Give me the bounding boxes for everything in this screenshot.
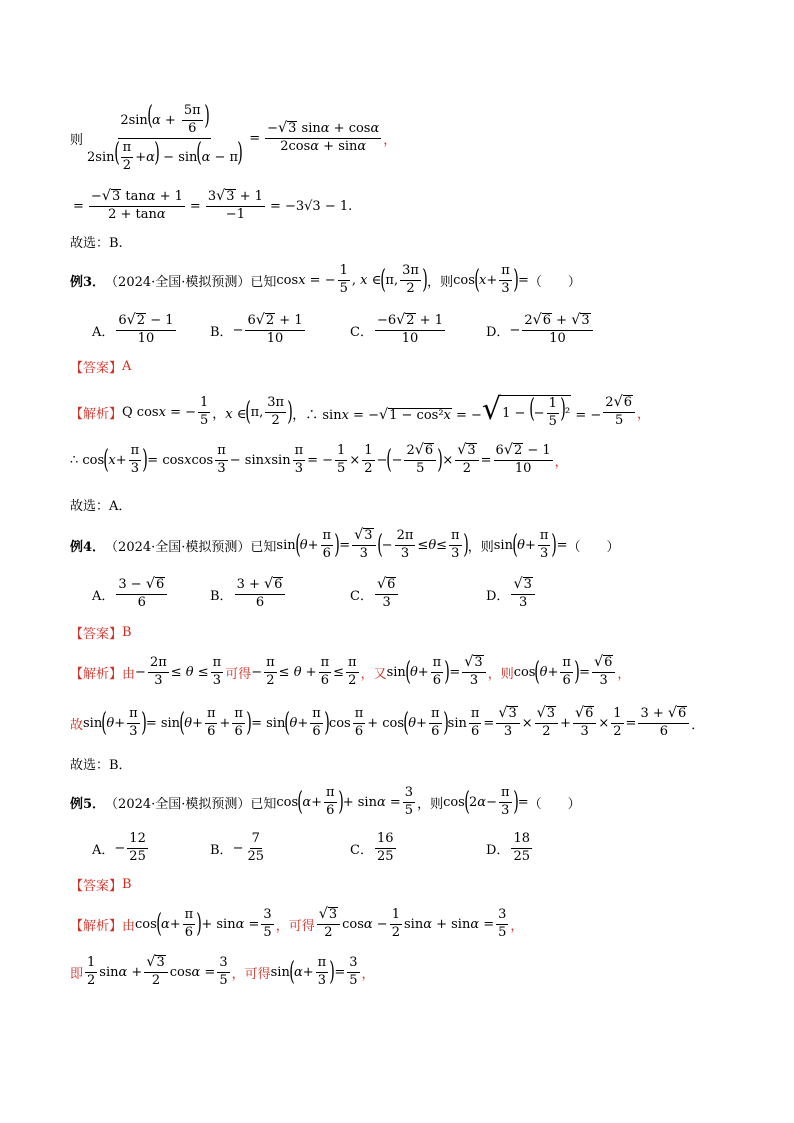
- ex5-ask: ，则: [417, 796, 444, 812]
- ex3-source: （2024·全国·模拟预测）已知: [105, 274, 277, 290]
- ex5-analysis-label: 【解析】: [70, 918, 123, 934]
- ex5-option-a: A． − $\frac{12}{25}$: [92, 830, 146, 864]
- ex4-options: [0, 576, 794, 612]
- ex4-analysis-1: 【解析】 由 − $\frac{2\pi}{3}$ ≤ θ ≤ $\frac{\pi}{3}$ 可得 − $\frac{\pi}{2}$ ≤ θ + $\frac{\pi}{6}$ ≤ $\frac{\pi}{2}$ ，又 sin ( θ + $\frac{\pi}{6}$ ) = √ 3 3 ，则 cos ( θ + $\frac{\pi}{6}$ ) = √ 6 3 ，: [70, 654, 631, 688]
- ex5-option-b: B． − $\frac{7}{25}$: [210, 830, 265, 864]
- ex5-paren: （ ）: [528, 796, 581, 812]
- ex5-analysis-1: 【解析】 由 cos ( α + $\frac{\pi}{6}$ ) + sinα = $\frac{3}{5}$ ，可得 √ 3 2 cosα − $\frac{1}{2}$ sinα + sinα = $\frac{3}{5}$ ，: [70, 906, 524, 940]
- ex4-analysis-2: 故 sin ( θ + $\frac{\pi}{3}$ ) = sin ( θ + $\frac{\pi}{6}$ + $\frac{\pi}{6}$ ) = sin ( θ + $\frac{\pi}{6}$ ) cos $\frac{\pi}{6}$ + cos ( θ + $\frac{\pi}{6}$ ) sin $\frac{\pi}{6}$ = √ 3 3 × √ 3 2 + √ 6 3 × $\frac{1}{2}$ = 3 + √ 6 6 ．: [70, 705, 705, 739]
- ex3-option-a: A． 6 √ 2 − 1 10: [92, 312, 174, 346]
- line2-tail: = −3√3 − 1.: [269, 198, 353, 214]
- ex3-option-d: D． − 2 √ 6 + √ 3 10: [486, 313, 595, 347]
- ex3-option-b: B． − 6 √ 2 + 1 10: [210, 312, 303, 346]
- ex5-label: 例5．: [70, 796, 106, 812]
- ex4-analysis-label: 【解析】: [70, 666, 123, 682]
- ex3-paren: （ ）: [528, 274, 581, 290]
- ex3-options: [0, 312, 794, 348]
- continuation-formula: 则 2sin(α + $\frac{5\pi}{6}$ ) 2sin( $\frac{\pi}{2}$ +α) − sin(α − π) = − √ 3 sinα + cosα 2cosα + sinα ，: [70, 100, 397, 173]
- ex3-analysis-1: 【解析】 Q cosx = − $\frac{1}{5}$ ，x ∈ ( π, $\frac{3\pi}{2}$ ) ，∴ sinx = − √ 1 − cos²x = − √ 1 − (− $\frac{1}{5}$ )² = − 2 √ 6 5 ，: [70, 391, 650, 429]
- ex3-analysis-2: ∴ cos ( x + $\frac{\pi}{3}$ ) = cosxcos $\frac{\pi}{3}$ − sinxsin $\frac{\pi}{3}$ = − $\frac{1}{5}$ × $\frac{1}{2}$ − ( − 2 √ 6 5 ) × √ 3 2 = 6 √ 2 − 1 10 ，: [70, 442, 568, 476]
- cont-choose: 故选：B.: [70, 236, 123, 251]
- text-then: 则: [70, 132, 84, 148]
- ex5-question: 例5． （2024·全国·模拟预测）已知 cos ( α + $\frac{\pi}{6}$ ) + sinα = $\frac{3}{5}$ ，则 cos ( 2 α − $\frac{\pi}{3}$ ) = （ ）: [70, 784, 581, 818]
- ex3-label: 例3．: [70, 274, 106, 290]
- ex4-option-a: A． 3 − √ 6 6: [92, 577, 169, 611]
- ex3-question: 例3． （2024·全国·模拟预测）已知 cosx = − $\frac{1}{5}$ , x ∈ ( π, $\frac{3\pi}{2}$ ) ，则 cos ( x + $\frac{\pi}{3}$ ) = （ ）: [70, 262, 581, 296]
- ex4-label: 例4．: [70, 539, 106, 555]
- ex3-answer: 【答案】 A: [70, 359, 132, 376]
- continuation-line2: = − √ 3 tanα + 1 2 + tanα = 3 √ 3 + 1 −1 = −3√3 − 1.: [73, 188, 353, 222]
- ex5-source: （2024·全国·模拟预测）已知: [105, 796, 277, 812]
- ex4-option-b: B． 3 + √ 6 6: [210, 577, 287, 611]
- ex3-ask: ，则: [427, 274, 454, 290]
- comma: ，: [383, 132, 397, 148]
- ex5-option-d: D． $\frac{18}{25}$: [486, 830, 530, 864]
- ex5-option-c: C． $\frac{16}{25}$: [350, 830, 394, 864]
- ex4-option-d: D． √ 3 3: [486, 577, 537, 611]
- ex4-source: （2024·全国·模拟预测）已知: [105, 539, 277, 555]
- ex4-answer: 【答案】 B: [70, 625, 132, 642]
- ex4-option-c: C． √ 6 3: [350, 577, 400, 611]
- ex4-question: 例4． （2024·全国·模拟预测）已知 sin ( θ + $\frac{\pi}{6}$ ) = √ 3 3 ( − $\frac{2\pi}{3}$ ≤ θ ≤ $\frac{\pi}{3}$ ) ，则 sin ( θ + $\frac{\pi}{3}$ ) = （ ）: [70, 527, 620, 561]
- ex4-choose: 故选：B．: [70, 758, 132, 773]
- ex5-answer: 【答案】 B: [70, 877, 132, 894]
- ex4-paren: （ ）: [567, 539, 620, 555]
- ex3-analysis-label: 【解析】: [70, 406, 123, 422]
- ex3-choose: 故选：A．: [70, 499, 132, 514]
- ex4-ask: ，则: [467, 539, 494, 555]
- ex3-option-c: C． −6 √ 2 + 1 10: [350, 312, 443, 346]
- big-fraction: 2sin(α + $\frac{5\pi}{6}$ ) 2sin( $\frac{\pi}{2}$ +α) − sin(α − π): [87, 100, 243, 173]
- ex5-options: [0, 830, 794, 866]
- ex5-analysis-2: 即 $\frac{1}{2}$ sinα + √ 3 2 cosα = $\frac{3}{5}$ ，可得 sin ( α + $\frac{\pi}{3}$ ) = $\frac{3}{5}$ ，: [70, 954, 375, 988]
